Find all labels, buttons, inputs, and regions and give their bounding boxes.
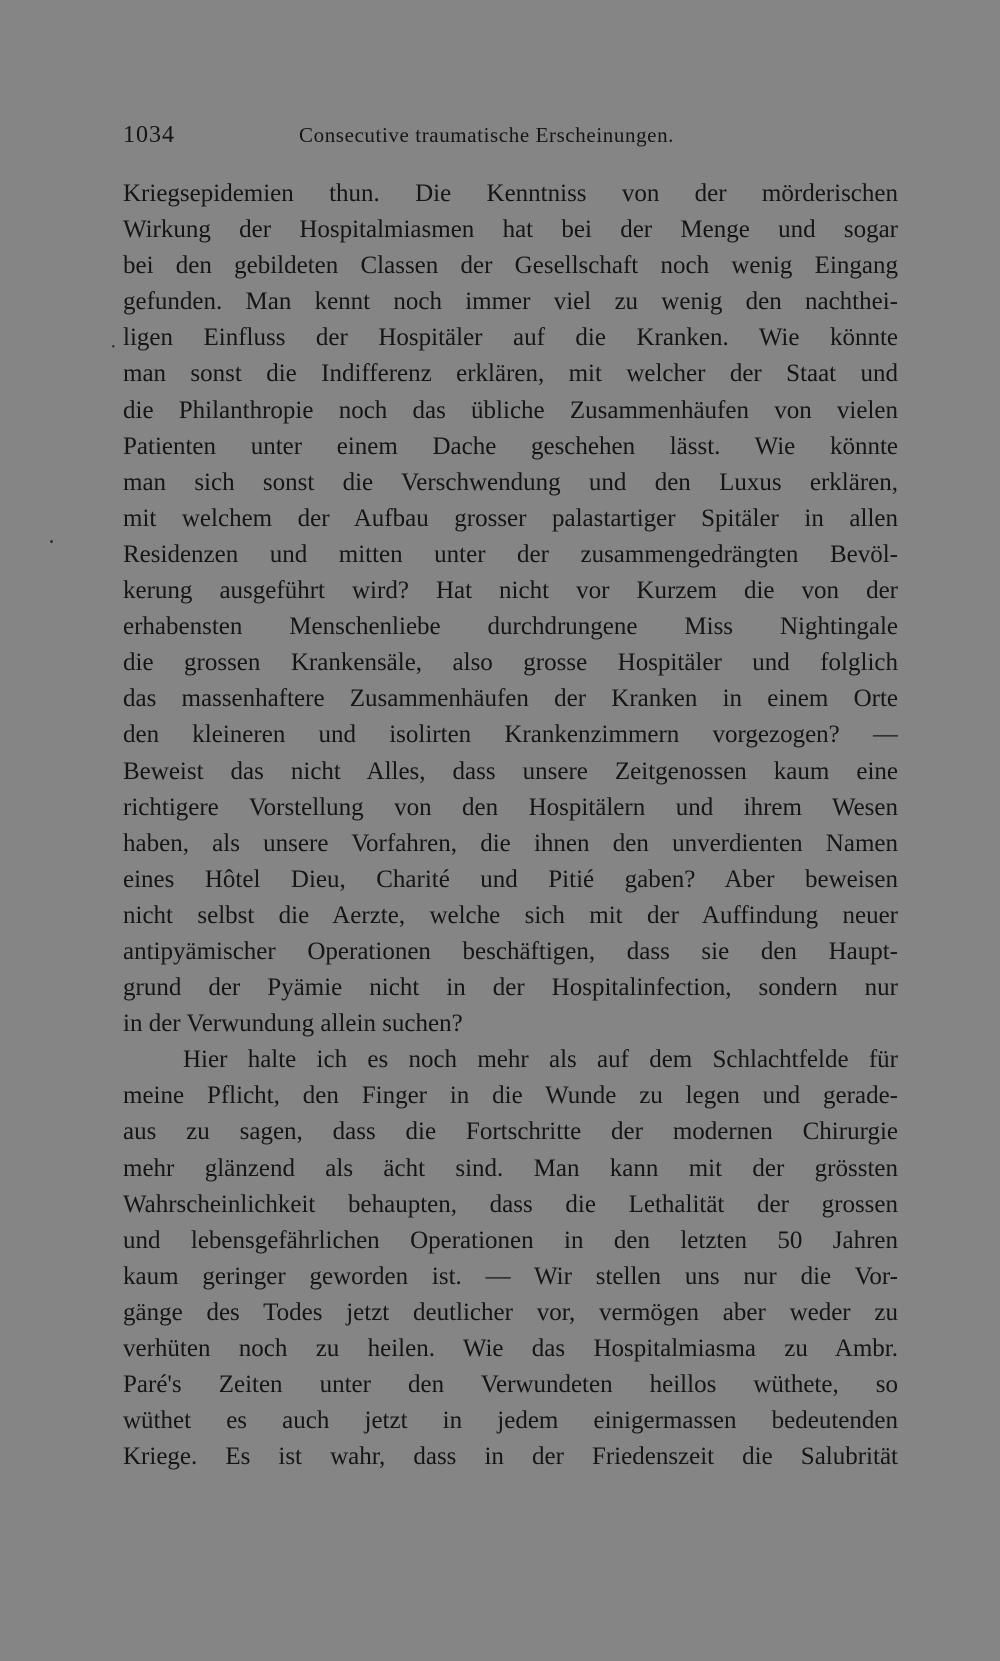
text-line: Wirkung der Hospitalmiasmen hat bei der Menge und sogar — [123, 216, 898, 244]
text-line: die Philanthropie noch das übliche Zusammenhäufen von vielen — [123, 396, 898, 424]
text-line: Wahrscheinlichkeit behaupten, dass die Lethalität der grossen — [123, 1190, 898, 1218]
text-line: die grossen Krankensäle, also grosse Hospitäler und folglich — [123, 649, 898, 677]
text-line: grund der Pyämie nicht in der Hospitalinfection, sondern nur — [123, 974, 898, 1002]
text-line: man sich sonst die Verschwendung und den Luxus erklären, — [123, 468, 898, 496]
text-line: Beweist das nicht Alles, dass unsere Zeitgenossen kaum eine — [123, 757, 898, 785]
paragraph-1 — [123, 176, 898, 1042]
text-line: man sonst die Indifferenz erklären, mit welcher der Staat und — [123, 360, 898, 388]
text-line: kaum geringer geworden ist. — Wir stellen uns nur die Vor- — [123, 1262, 898, 1290]
stray-dot — [50, 540, 53, 543]
text-line: mit welchem der Aufbau grosser palastartiger Spitäler in allen — [123, 504, 898, 532]
text-line: Kriege. Es ist wahr, dass in der Friedenszeit die Salubrität — [123, 1443, 898, 1471]
text-line: gänge des Todes jetzt deutlicher vor, vermögen aber weder zu — [123, 1298, 898, 1326]
page-number: 1034 — [123, 122, 175, 148]
text-line: gefunden. Man kennt noch immer viel zu wenig den nachthei- — [123, 288, 898, 316]
text-line: kerung ausgeführt wird? Hat nicht vor Kurzem die von der — [123, 577, 898, 605]
text-line: erhabensten Menschenliebe durchdrungene Miss Nightingale — [123, 613, 898, 641]
text-line: in der Verwundung allein suchen? — [123, 1010, 463, 1038]
text-line: den kleineren und isolirten Krankenzimmern vorgezogen? — — [123, 721, 898, 749]
running-header — [123, 122, 898, 154]
text-line: richtigere Vorstellung von den Hospitälern und ihrem Wesen — [123, 793, 898, 821]
margin-mark: · — [110, 336, 117, 358]
text-line: Residenzen und mitten unter der zusammengedrängten Bevöl- — [123, 540, 898, 568]
text-line: antipyämischer Operationen beschäftigen, dass sie den Haupt- — [123, 937, 898, 965]
text-line: Hier halte ich es noch mehr als auf dem Schlachtfelde für — [183, 1046, 898, 1074]
text-line: bei den gebildeten Classen der Gesellschaft noch wenig Eingang — [123, 252, 898, 280]
text-line: nicht selbst die Aerzte, welche sich mit der Auffindung neuer — [123, 901, 898, 929]
paragraph-2 — [123, 1042, 898, 1475]
text-line: und lebensgefährlichen Operationen in den letzten 50 Jahren — [123, 1226, 898, 1254]
text-line: haben, als unsere Vorfahren, die ihnen den unverdienten Namen — [123, 829, 898, 857]
text-line: Kriegsepidemien thun. Die Kenntniss von der mörderischen — [123, 180, 898, 207]
body-text — [123, 176, 898, 1475]
text-line: eines Hôtel Dieu, Charité und Pitié gaben? Aber beweisen — [123, 865, 898, 893]
text-line: das massenhaftere Zusammenhäufen der Kranken in einem Orte — [123, 685, 898, 713]
text-line: verhüten noch zu heilen. Wie das Hospitalmiasma zu Ambr. — [123, 1335, 898, 1362]
text-line: Paré's Zeiten unter den Verwundeten heillos wüthete, so — [123, 1371, 898, 1399]
text-line: aus zu sagen, dass die Fortschritte der modernen Chirurgie — [123, 1118, 898, 1146]
running-title: Consecutive traumatische Erscheinungen. — [299, 123, 675, 147]
text-line: Patienten unter einem Dache geschehen lässt. Wie könnte — [123, 432, 898, 460]
text-line: mehr glänzend als ächt sind. Man kann mit der grössten — [123, 1154, 898, 1182]
text-line: meine Pflicht, den Finger in die Wunde zu legen und gerade- — [123, 1082, 898, 1110]
text-line: ligen Einfluss der Hospitäler auf die Kranken. Wie könnte — [123, 324, 898, 352]
text-line: wüthet es auch jetzt in jedem einigermassen bedeutenden — [123, 1407, 898, 1435]
